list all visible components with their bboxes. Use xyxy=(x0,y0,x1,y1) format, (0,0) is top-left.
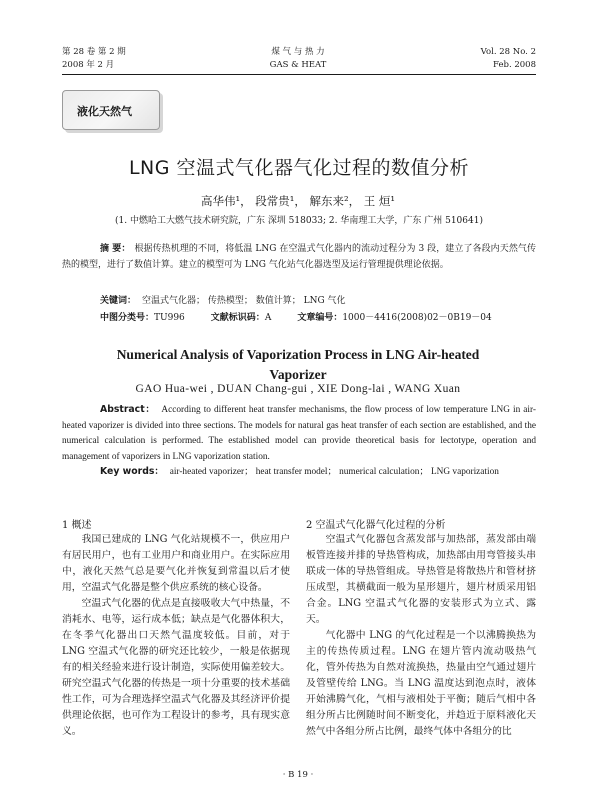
section1-body xyxy=(62,532,290,740)
clc-label: 中图分类号： xyxy=(100,313,155,323)
title-en: Numerical Analysis of Vaporization Process in LNG Air-heated Vaporizer xyxy=(116,347,480,382)
section1-heading: 1 概述 xyxy=(62,520,92,531)
keywords-en-text: air-heated vaporizer； heat transfer model； numerical calculation； LNG vaporization xyxy=(169,467,499,477)
affiliation-zh: (1. 中燃哈工大燃气技术研究院，广东 深圳 518033; 2. 华南理工大学，广东 广州 510641) xyxy=(115,216,483,226)
header-date: 2008 年 2 月 xyxy=(62,60,115,70)
doc-code-label: 文献标识码： xyxy=(210,313,265,323)
keywords-en xyxy=(62,464,536,481)
header-journal-zh: 煤 气 与 热 力 xyxy=(271,47,325,57)
keywords-zh xyxy=(100,294,536,310)
keywords-en-label: Key words： xyxy=(100,466,164,477)
abstract-zh-text: 根据传热机理的不同，将低温 LNG 在空温式气化器内的流动过程分为 3 段，建立了各段内天然气传热的模型，进行了数值计算。建立的模型可为 LNG 气化站气化器选型及运行管理提供理论依据。 xyxy=(62,244,536,270)
section1-paragraph: 我国已建成的 LNG 气化站规模不一，供应用户有居民用户，也有工业用户和商业用户。在实际应用中，液化天然气总是要气化并恢复到常温以后才使用，空温式气化器是整个供应系统的核心设备。 xyxy=(62,534,290,593)
doc-code-value: A xyxy=(264,313,272,323)
header-date-en: Feb. 2008 xyxy=(493,60,536,70)
header-rule xyxy=(62,74,536,75)
section2-paragraph: 空温式气化器包含蒸发部与加热部，蒸发部由端板管连接并排的导热管构成，加热部由用弯管接头串联成一体的导热管组成。导热管是将散热片和管材挤压成型，其横截面一般为星形翅片，翅片材质采用铝合金。LNG 空温式气化器的安装形式为立式、露天。 xyxy=(306,534,536,625)
classification-line xyxy=(100,311,536,327)
section2-paragraph: 气化器中 LNG 的气化过程是一个以沸腾换热为主的传热传质过程。LNG 在翅片管内流动吸热气化，管外传热为自然对流换热，热量由空气通过翅片及管壁传给 LNG。当 LNG 温度达到泡点时，液体开始沸腾气化，气相与液相处于平衡；随后气相中各组分所占比例随时间不断变化，并趋近于原料液化天然气中各组分所占比例，最终气体中各组分的比 xyxy=(306,630,536,737)
page-number: · B 19 · xyxy=(282,770,314,780)
article-no-value: 1000－4416(2008)02－0B19－04 xyxy=(342,313,492,323)
keywords-zh-label: 关键词： xyxy=(100,296,137,306)
authors-zh: 高华伟¹， 段常贵¹， 解东来²， 王 烜¹ xyxy=(200,194,396,208)
header-volume-en: Vol. 28 No. 2 xyxy=(480,47,536,57)
abstract-zh xyxy=(62,242,536,273)
section2-heading: 2 空温式气化器气化过程的分析 xyxy=(306,520,446,531)
abstract-en-text: According to different heat transfer mechanisms, the flow process of low temperature LNG in air-heated vaporizer is divided into three sections. The models for natural gas heat transfer of each section are established, and the numerical calculation is performed. The established model can provide theoretical basis for lectotype, operation and management of vaporizers in LNG vaporization station. xyxy=(62,405,536,462)
clc-value: TU996 xyxy=(154,313,185,323)
section2-body xyxy=(306,532,536,740)
section1-paragraph: 空温式气化器的优点是直接吸收大气中热量，不消耗水、电等，运行成本低；缺点是气化器体积大，在冬季气化器出口天然气温度较低。目前，对于 LNG 空温式气化器的研究还比较少，一般是依据现有的相关经验来进行设计制造，实际使用偏差较大。研究空温式气化器的传热是一项十分重要的技术基础性工作，可为合理选择空温式气化器及其经济评价提供理论依据，也可作为工程设计的参考，具有现实意义。 xyxy=(62,598,290,737)
header-volume: 第 28 卷 第 2 期 xyxy=(62,47,126,57)
header-journal-en: GAS & HEAT xyxy=(269,60,327,70)
article-no-label: 文章编号： xyxy=(297,313,343,323)
section-tag-box xyxy=(62,90,160,130)
abstract-zh-label: 摘 要： xyxy=(100,244,131,254)
section-tag-label: 液化天然气 xyxy=(77,105,132,118)
abstract-en-label: Abstract： xyxy=(100,404,156,415)
abstract-en xyxy=(62,402,536,465)
keywords-zh-text: 空温式气化器； 传热模型； 数值计算； LNG 气化 xyxy=(142,296,346,306)
title-zh: LNG 空温式气化器气化过程的数值分析 xyxy=(128,157,470,179)
authors-en: GAO Hua-wei , DUAN Chang-gui , XIE Dong-lai , WANG Xuan xyxy=(135,383,461,395)
